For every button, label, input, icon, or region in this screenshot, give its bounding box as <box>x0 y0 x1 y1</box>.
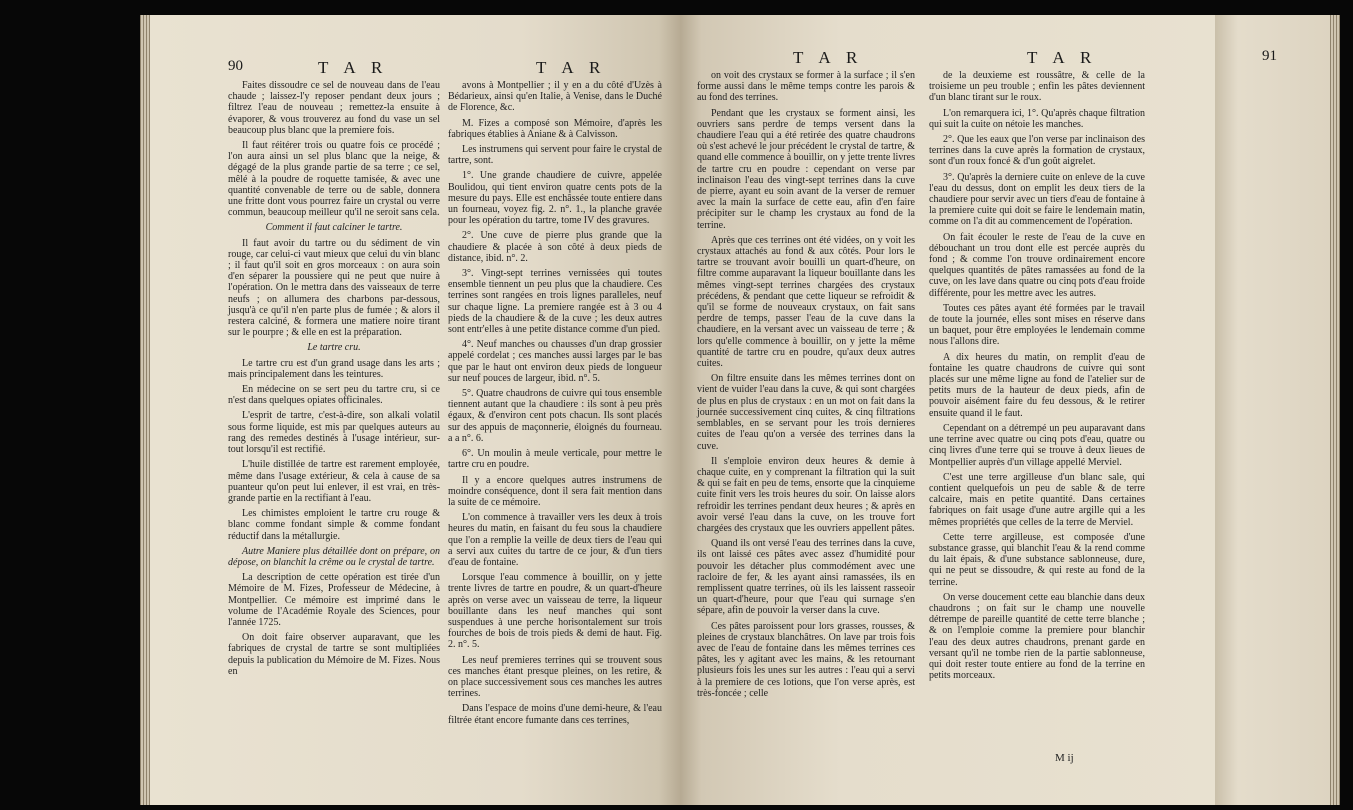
paragraph: Cependant on a détrempé un peu auparavant dans une terrine avec quatre ou cinq pots d'eau, quatre ou cinq livres d'une terre qui se trouve à deux lieues de Montpellier auprès d'un village appellé Merviel. <box>929 422 1145 468</box>
paragraph: C'est une terre argilleuse d'un blanc sale, qui contient quelquefois un peu de sable & de terre calcaire, mais en petite quantité. Dans certaines fabriques on fait usage d'une autre argille qui a les mêmes propriétés que celles de la terre de Merviel. <box>929 471 1145 528</box>
paragraph: Lorsque l'eau commence à bouillir, on y jette trente livres de tartre en poudre, & un quart-d'heure après on verse avec un vaisseau de terre, la liqueur bouillante dans les neuf manches qui sont suspendues à une perche horisontalement sur trois fourches de bois de trois pieds & demi de haut. Fig. 2. n°. 5. <box>448 572 662 651</box>
paragraph: avons à Montpellier ; il y en a du côté d'Uzès à Bédarieux, ainsi qu'en Italie, à Venise, dans le Duché de Florence, &c. <box>448 80 662 114</box>
paragraph: 1°. Une grande chaudiere de cuivre, appelée Boulidou, qui tient environ quatre cents pots de la mesure du pays. Elle est enchâssée toute entiere dans un fourneau, voyez fig. 2. n°. 1., la planche gravée pour les opération du tartre, tome IV des gravures. <box>448 170 662 227</box>
paragraph: 4°. Neuf manches ou chausses d'un drap grossier appelé cordelat ; ces manches aussi larges par le bas que par le haut ont environ deux pieds de longueur sur neuf pouces de largeur, ibid. n°. 5. <box>448 339 662 384</box>
paragraph: de la deuxieme est roussâtre, & celle de la troisieme un peu trouble ; enfin les pâtes deviennent d'un blanc tirant sur le roux. <box>929 70 1145 104</box>
page-number-90: 90 <box>228 58 243 74</box>
paragraph: On doit faire observer auparavant, que les fabriques de crystal de tartre se sont multipliées depuis la publication du Mémoire de M. Fizes. Nous en <box>228 632 440 677</box>
paragraph: En médecine on se sert peu du tartre cru, si ce n'est dans quelques opiates officinales. <box>228 384 440 407</box>
paragraph: Les instrumens qui servent pour faire le crystal de tartre, sont. <box>448 144 662 167</box>
paragraph: L'on remarquera ici, 1°. Qu'après chaque filtration qui suit la cuite on nétoie les manches. <box>929 107 1145 130</box>
paragraph: Toutes ces pâtes ayant été formées par le travail de toute la journée, elles sont mises en réserve dans un baquet, pour être employées le lendemain comme nous l'allons dire. <box>929 302 1145 348</box>
paragraph: Comment il faut calciner le tartre. <box>265 222 403 234</box>
running-head-center-right: T A R <box>793 48 864 67</box>
paragraph: 2°. Une cuve de pierre plus grande que la chaudiere & placée à son côté à deux pieds de distance, ibid. n°. 2. <box>448 230 662 264</box>
paragraph: Pendant que les crystaux se forment ainsi, les ouvriers sans perdre de temps versent dans la chaudiere l'eau qui a été retirée des quatre chaudrons où s'est achevé le jour précédent le crystal de tartre, & quand elle commence à bouillir, on y jette trente livres de tartre cru en poudre : cependant on verse par inclinaison l'eau des vingt-sept terrines dans la cuve de pierre, ayant eu soin avant de la verser de remuer avec la main la surface de cette eau, afin d'en faire précipiter sur le champ les crystaux au fond de la terrine. <box>697 107 915 231</box>
paragraph: L'on commence à travailler vers les deux à trois heures du matin, en faisant du feu sous la chaudiere que l'on a remplie la veille de deux tiers de l'eau qui a servi aux cuites du tartre de ce jour, & d'un tiers d'eau de fontaine. <box>448 512 662 568</box>
paragraph: On filtre ensuite dans les mêmes terrines dont on vient de vuider l'eau dans la cuve, & qui sont chargées de plus en plus de crystaux : en un mot on fait dans la journée successivement cinq cuites, & cinq filtrations semblables, en se servant pour les trois dernieres cuites de l'eau qu'on a versée des terrines dans la cuve. <box>697 373 915 452</box>
paragraph: On verse doucement cette eau blanchie dans deux chaudrons ; on fait sur le champ une nouvelle détrempe de pareille quantité de cette terre blanche ; & on l'emploie comme la premiere pour blanchir l'eau des deux autres chaudrons, prenant garde en versant qu'il ne tombe rien de la partie sablonneuse, qui doit rester toute entiere au fond de la terrine en petits morceaux. <box>929 591 1145 682</box>
right-page-edges <box>1330 15 1340 805</box>
paragraph: M. Fizes a composé son Mémoire, d'après les fabriques établies à Aniane & à Calvisson. <box>448 117 662 140</box>
paragraph: Ces pâtes paroissent pour lors grasses, rousses, & pleines de crystaux blanchâtres. On lave par trois fois avec de l'eau de fontaine dans les mêmes terrines ces pâtes, les y agitant avec les mains, & les retournant plusieurs fois les unes sur les autres : l'eau qui a servi à la premiere de ces lotions, que l'on verse après, est très-foncée ; celle <box>697 620 915 699</box>
text-column-1 <box>228 80 440 681</box>
page-number-91: 91 <box>1262 48 1277 64</box>
paragraph: Il s'emploie environ deux heures & demie à chaque cuite, en y comprenant la filtration qui la suit & qui se fait en peu de tems, ensorte que la cinquieme cuite finit vers les trois heures du soir. On laisse alors refroidir les terrines pendant deux heures ; & après en avoir versé l'eau dans la cuve, on les trouve fort chargées des crystaux que les ouvriers appellent pâtes. <box>697 455 915 534</box>
running-head-center-left: T A R <box>536 58 607 77</box>
paragraph: Il faut réitérer trois ou quatre fois ce procédé ; l'on aura ainsi un sel plus blanc que la neige, & dégagé de la plus grande partie de sa terre ; ce sel, mêlé à la poudre de roquette tamisée, & avec une quantité convenable de terre ou de sable, donnera une fritte dont vous pourrez faire un crystal ou verre commun, beaucoup meilleur qu'il ne seroit sans cela. <box>228 140 440 219</box>
paragraph: Faites dissoudre ce sel de nouveau dans de l'eau chaude ; laissez-l'y reposer pendant deux jours ; filtrez l'eau de nouveau ; remettez-la ensuite à évaporer, & vous trouverez au fond du vase un sel beaucoup plus blanc que la premiere fois. <box>228 80 440 136</box>
paragraph: On fait écouler le reste de l'eau de la cuve en débouchant un trou dont elle est percée auprès du fond ; & comme l'on trouve ordinairement encore quelques quantités de pâtes ramassées au fond de la cuve, on les lave dans quatre ou cinq pots d'eau froide différente, pour les mettre avec les autres. <box>929 231 1145 299</box>
paragraph: L'huile distillée de tartre est rarement employée, même dans l'usage extérieur, & cela à cause de sa puanteur qu'on peut lui enlever, il est vrai, en très-grande partie en la rectifiant à l'eau. <box>228 459 440 504</box>
running-head-left: T A R <box>318 58 389 77</box>
paragraph: 3°. Qu'après la derniere cuite on enleve de la cuve l'eau du dessus, dont on emplit les deux tiers de la chaudiere pour servir avec un tiers d'eau de fontaine à la premiere cuite qui doit se faire le lendemain matin, comme on l'a dit au commencement de l'opération. <box>929 171 1145 228</box>
paragraph: 6°. Un moulin à meule verticale, pour mettre le tartre cru en poudre. <box>448 448 662 471</box>
paragraph: Dans l'espace de moins d'une demi-heure, & l'eau filtrée étant encore fumante dans ces terrines, <box>448 703 662 726</box>
paragraph: Autre Maniere plus détaillée dont on prépare, on dépose, on blanchit la crême ou le crystal de tartre. <box>228 545 440 568</box>
running-head-right: T A R <box>1027 48 1098 67</box>
paragraph: Le tartre cru est d'un grand usage dans les arts ; mais principalement dans les teintures. <box>228 357 440 380</box>
paragraph: Les neuf premieres terrines qui se trouvent sous ces manches étant presque pleines, on les retire, & on place successivement sous ces manches les autres terrines. <box>448 654 662 700</box>
paragraph: 5°. Quatre chaudrons de cuivre qui tous ensemble tiennent autant que la chaudiere : ils sont à peu près égaux, & d'environ cent pots chacun. Ils sont placés sur des appuis de maçonnerie, éloignés du fourneau. a a n°. 6. <box>448 388 662 444</box>
paragraph: Il faut avoir du tartre ou du sédiment de vin rouge, car celui-ci vaut mieux que celui du vin blanc ; il faut qu'il soit en gros morceaux : on aura soin d'en séparer la poussiere qui ne peut que nuire à l'opération. On le mettra dans des vaisseaux de terre neufs ; on allumera des charbons par-dessous, jusqu'à ce qu'il n'en parte plus de fumée ; & alors il restera calciné, & formera une matiere noire tirant sur le pourpre ; & elle en est la préparation. <box>228 237 440 339</box>
text-column-2 <box>448 80 662 730</box>
right-page-margin <box>1215 15 1330 805</box>
paragraph: Cette terre argilleuse, est composée d'une substance grasse, qui blanchit l'eau & la rend comme du lait épais, & d'une substance sablonneuse, dure, qui ne peut se dissoudre, & qui reste au fond de la terrine. <box>929 531 1145 588</box>
paragraph: Il y a encore quelques autres instrumens de moindre conséquence, dont il sera fait mention dans la suite de ce mémoire. <box>448 474 662 508</box>
paragraph: 2°. Que les eaux que l'on verse par inclinaison des terrines dans la cuve après la formation de crystaux, sont d'un roux foncé & d'un goût aigrelet. <box>929 134 1145 168</box>
paragraph: 3°. Vingt-sept terrines vernissées qui toutes ensemble tiennent un peu plus que la chaudiere. Ces terrines sont rangées en trois lignes paralleles, neuf sur chaque ligne. La premiere rangée est à 3 ou 4 pieds de la chaudiere & de la cuve ; les deux autres sont entr'elles à une petite distance comme d'un pied. <box>448 268 662 336</box>
paragraph: Quand ils ont versé l'eau des terrines dans la cuve, ils ont laissé ces pâtes avec assez d'humidité pour pouvoir les détacher plus commodément avec une racloire de fer, & les ayant ainsi ramassées, ils en remplissent quatre terrines, où ils les laissent rasseoir un quart-d'heure, pour que l'eau qui surnage s'en sépare, afin de pouvoir la verser dans la cuve. <box>697 538 915 617</box>
signature-mark: M ij <box>1055 752 1074 764</box>
paragraph: Les chimistes emploient le tartre cru rouge & blanc comme fondant simple & comme fondant réductif dans la métallurgie. <box>228 508 440 542</box>
paragraph: Après que ces terrines ont été vidées, on y voit les crystaux attachés au fond & aux côtés. Pour lors le tartre se trouvant avoir bouilli un quart-d'heure, on filtre comme auparavant la liqueur bouillante dans les mêmes vingt-sept terrines chargées des crystaux précédens, & pendant que cette liqueur se refroidit & qu'il se forme de nouveaux crystaux, on fait sans perdre de temps, passer l'eau de la cuve dans la chaudiere, en la versant avec un vaisseau de terre ; & lors qu'elle commence à bouillir, on y jette la même quantité de tartre cru en poudre, qu'aux deux autres cuites. <box>697 234 915 370</box>
paragraph: La description de cette opération est tirée d'un Mémoire de M. Fizes, Professeur de Médecine, à Montpellier. Ce mémoire est imprimé dans le volume de l'Académie Royale des Sciences, pour l'année 1725. <box>228 572 440 628</box>
paragraph: L'esprit de tartre, c'est-à-dire, son alkali volatil sous forme liquide, est mis par quelques auteurs au rang des remedes destinés à l'usage intérieur, sur-tout lorsqu'il est rectifié. <box>228 410 440 456</box>
text-column-3 <box>697 70 915 703</box>
left-page-edges <box>140 15 150 805</box>
paragraph: Le tartre cru. <box>307 342 361 354</box>
text-column-4 <box>929 70 1145 685</box>
paragraph: on voit des crystaux se former à la surface ; il s'en forme aussi dans le même temps contre les parois & au fond des terrines. <box>697 70 915 104</box>
paragraph: A dix heures du matin, on remplit d'eau de fontaine les quatre chaudrons de cuivre qui sont placés sur une même ligne au fond de l'atelier sur de petits murs de la hauteur de deux pieds, afin de pouvoir aisément faire du feu dessous, & le retirer ensuite quand il le faut. <box>929 351 1145 419</box>
